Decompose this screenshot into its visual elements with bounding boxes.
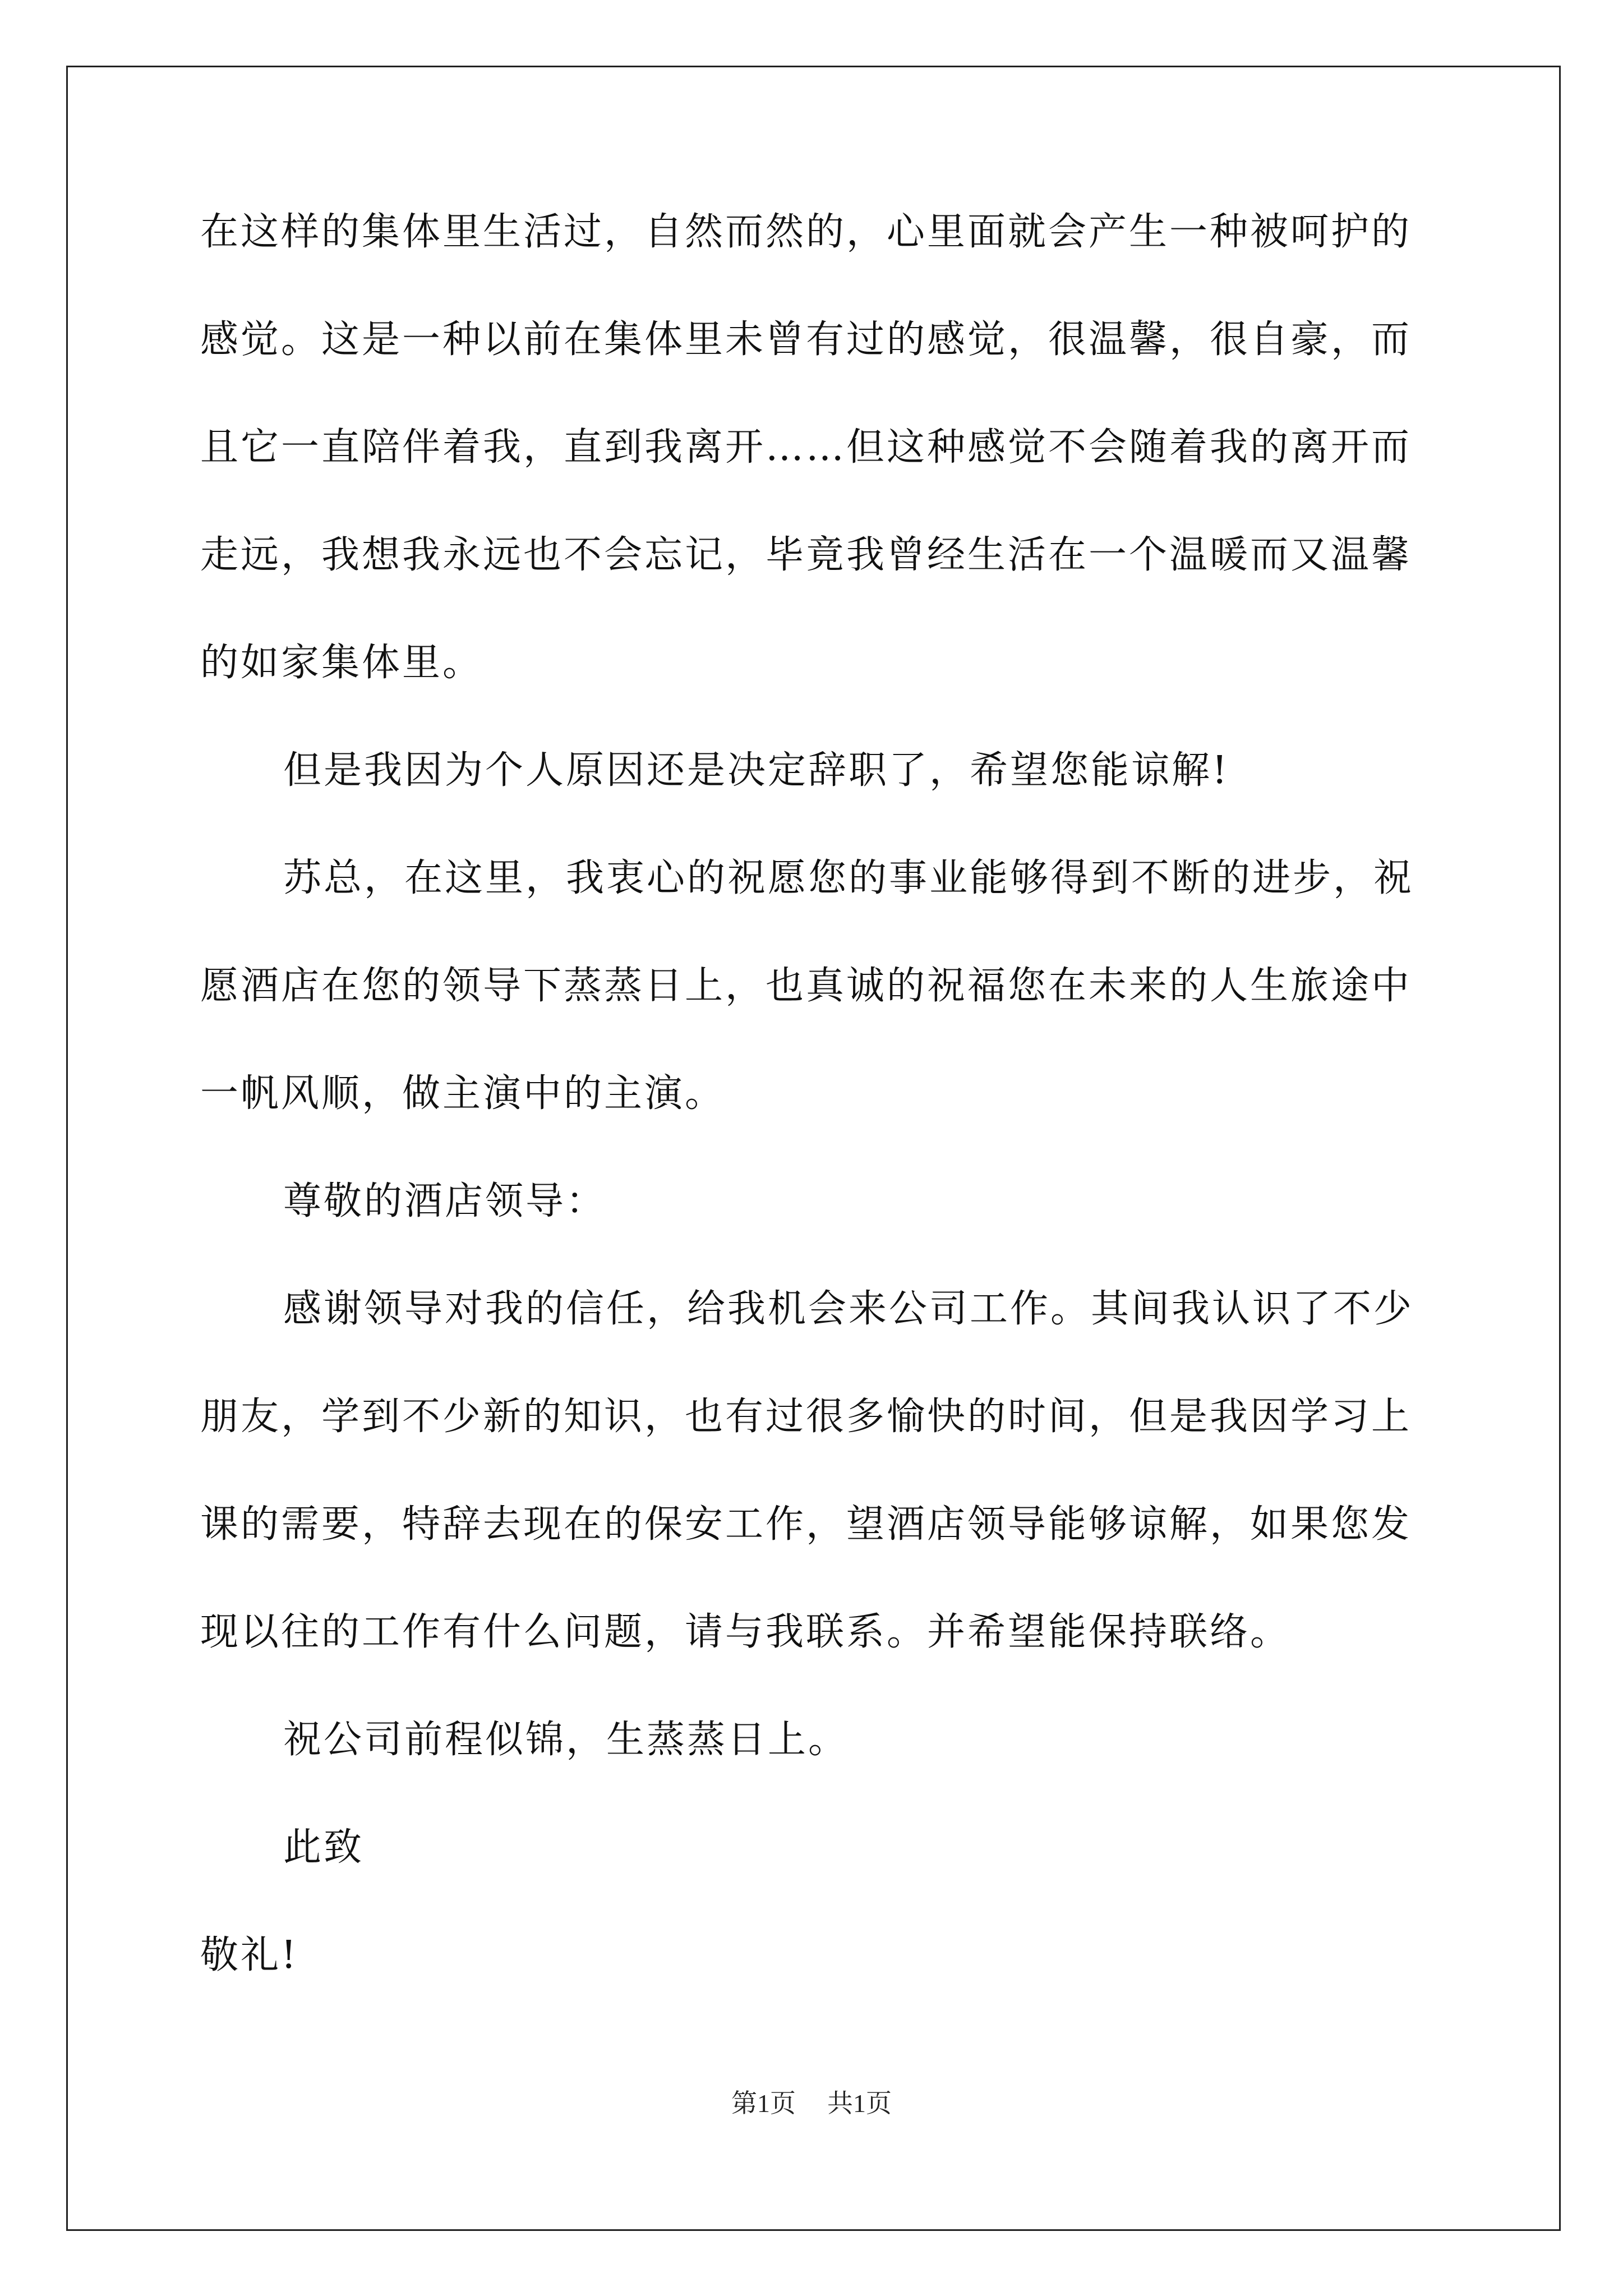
closing-line: 此致 xyxy=(283,1825,365,1870)
text-line: 且它一直陪伴着我，直到我离开……但这种感觉不会随着我的离开而 xyxy=(200,425,1412,470)
text-line: 感觉。这是一种以前在集体里未曾有过的感觉，很温馨，很自豪，而 xyxy=(200,318,1412,362)
text-line: 愿酒店在您的领导下蒸蒸日上，也真诚的祝福您在未来的人生旅途中 xyxy=(200,964,1412,1008)
page-border xyxy=(66,66,1561,2231)
text-line: 在这样的集体里生活过，自然而然的，心里面就会产生一种被呵护的 xyxy=(200,210,1412,254)
closing-regards: 敬礼! xyxy=(200,1933,299,1977)
paragraph-line: 但是我因为个人原因还是决定辞职了，希望您能谅解! xyxy=(283,748,1230,793)
salutation-line: 尊敬的酒店领导： xyxy=(283,1179,607,1223)
page-number: 第1页 xyxy=(731,2089,796,2118)
text-line: 现以往的工作有什么问题，请与我联系。并希望能保持联络。 xyxy=(200,1610,1291,1654)
paragraph-line: 苏总，在这里，我衷心的祝愿您的事业能够得到不断的进步，祝 xyxy=(283,856,1414,900)
text-line: 课的需要，特辞去现在的保安工作，望酒店领导能够谅解，如果您发 xyxy=(200,1502,1412,1547)
text-line: 朋友，学到不少新的知识，也有过很多愉快的时间，但是我因学习上 xyxy=(200,1395,1412,1439)
page-footer xyxy=(0,2087,1623,2120)
paragraph-line: 感谢领导对我的信任，给我机会来公司工作。其间我认识了不少 xyxy=(283,1287,1414,1331)
text-line: 走远，我想我永远也不会忘记，毕竟我曾经生活在一个温暖而又温馨 xyxy=(200,533,1412,577)
page-total: 共1页 xyxy=(827,2089,892,2118)
text-line: 一帆风顺，做主演中的主演。 xyxy=(200,1071,726,1116)
text-line: 的如家集体里。 xyxy=(200,641,483,685)
paragraph-line: 祝公司前程似锦，生蒸蒸日上。 xyxy=(283,1718,849,1762)
